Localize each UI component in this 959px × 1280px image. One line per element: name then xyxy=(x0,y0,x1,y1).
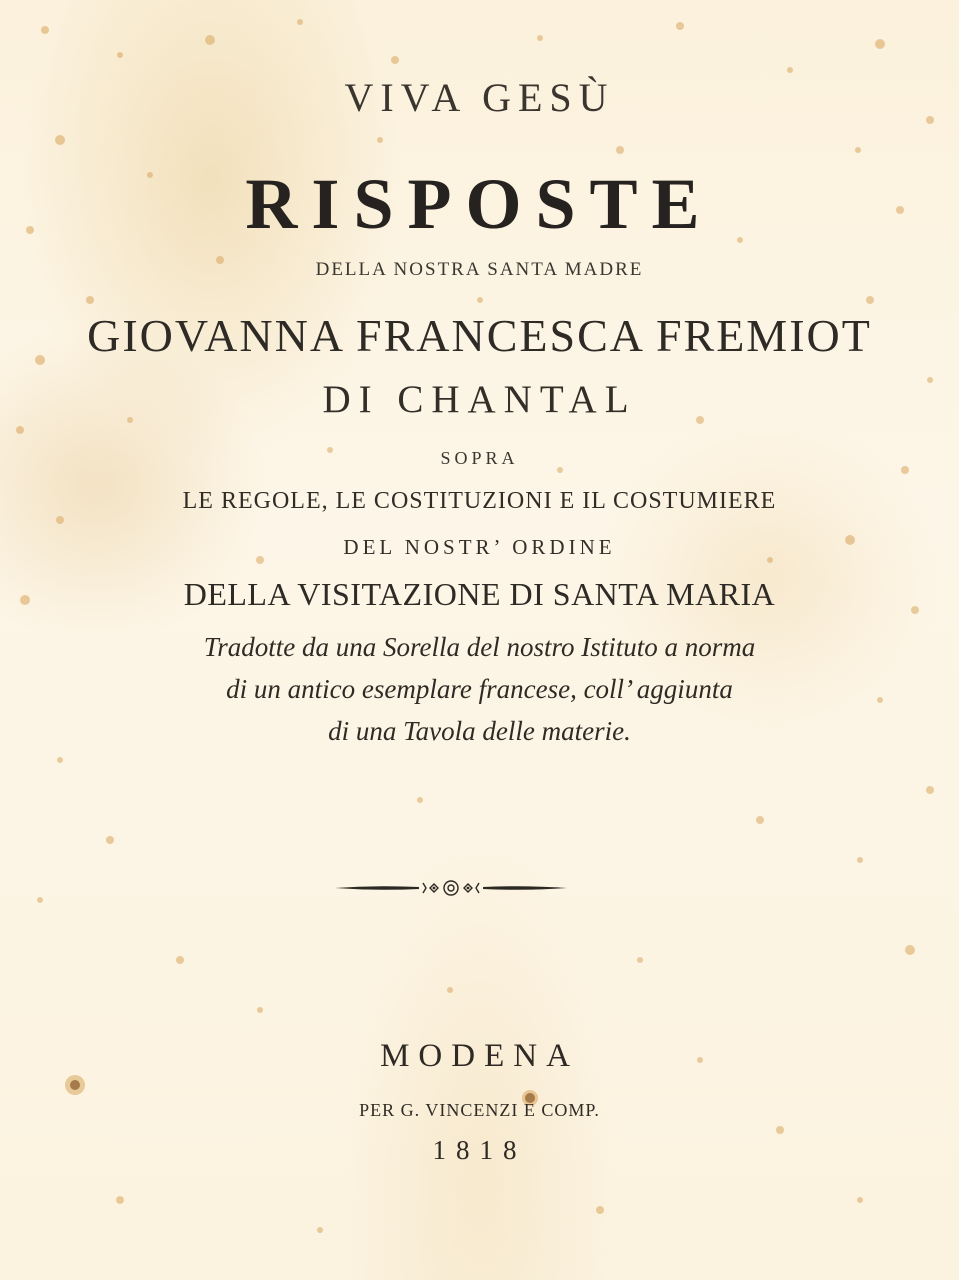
subtitle-line: DELLA NOSTRA SANTA MADRE xyxy=(315,259,644,280)
translation-note-line: di una Tavola delle materie. xyxy=(328,716,631,746)
subject-line-2: DEL NOSTR’ ORDINE xyxy=(343,535,616,559)
imprint-city: MODENA xyxy=(380,1038,579,1074)
author-name-continued: DI CHANTAL xyxy=(322,378,637,421)
subject-line-1: LE REGOLE, LE COSTITUZIONI E IL COSTUMIERE xyxy=(182,488,777,514)
invocation-heading: VIVA GESÙ xyxy=(344,75,615,120)
main-title: RISPOSTE xyxy=(245,164,714,244)
imprint-printer: PER G. VINCENZI E COMP. xyxy=(359,1100,600,1120)
imprint-year: 1818 xyxy=(432,1135,527,1165)
author-name: GIOVANNA FRANCESCA FREMIOT xyxy=(87,310,872,361)
connector-word: SOPRA xyxy=(440,448,519,468)
printers-ornament-icon xyxy=(333,874,569,902)
translation-note-line: Tradotte da una Sorella del nostro Istituto a norma xyxy=(203,632,756,662)
translation-note-line: di un antico esemplare francese, coll’ aggiunta xyxy=(226,674,733,704)
subject-line-3: DELLA VISITAZIONE DI SANTA MARIA xyxy=(183,576,776,612)
